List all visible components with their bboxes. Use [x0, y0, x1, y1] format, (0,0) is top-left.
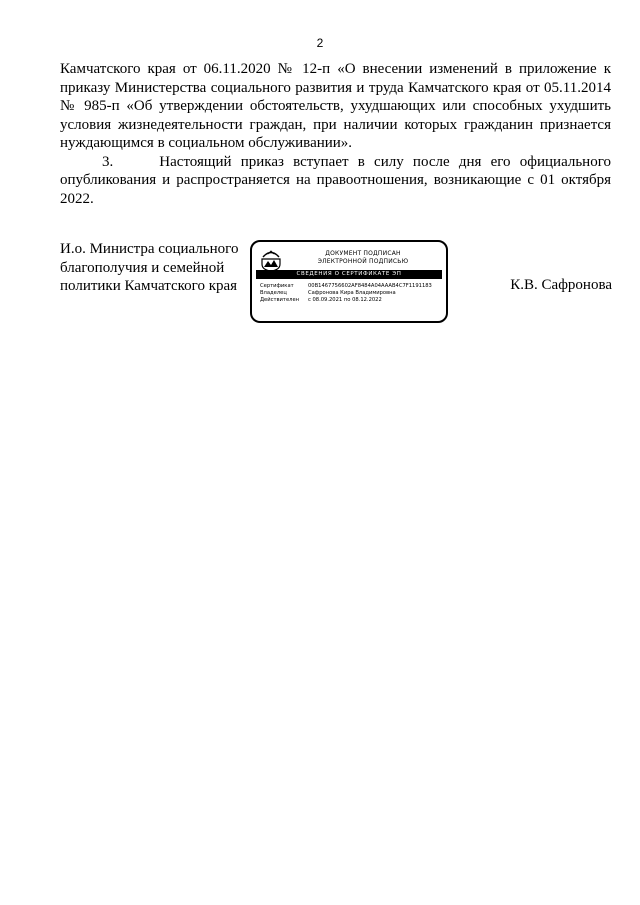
- paragraph-3: 3. Настоящий приказ вступает в силу после дня его официального опубликования и распространяется на правоотношения, возникающие с 01 октября 2022.: [60, 153, 611, 207]
- signature-block: [60, 240, 612, 330]
- stamp-label: Сертификат: [260, 283, 294, 289]
- stamp-row-validity: [260, 297, 440, 304]
- stamp-value: 00B1467756602AF8484A04AAAB4C7F1191183: [308, 283, 432, 289]
- document-body: [60, 60, 611, 208]
- stamp-row-owner: [260, 290, 440, 297]
- stamp-label: Действителен: [260, 297, 300, 303]
- signatory-title-line: благополучия и семейной: [60, 259, 225, 276]
- signatory-title: [60, 240, 250, 296]
- page-number: 2: [316, 36, 324, 50]
- stamp-row-certificate: [260, 283, 440, 290]
- stamp-heading-line: ДОКУМЕНТ ПОДПИСАН: [325, 250, 401, 257]
- paragraph-continuation: Камчатского края от 06.11.2020 № 12-п «О внесении изменений в приложение к приказу Министерства социального развития и труда Камчатского края от 05.11.2014 № 985-п «Об утверждении обстоятельств, ухудшающих или способных ухудшить условия жизнедеятельности граждан, при наличии которых гражданин признается нуждающимся в социальном обслуживании».: [60, 61, 611, 151]
- signatory-title-line: И.о. Министра социального: [60, 241, 239, 257]
- coat-of-arms-icon: [260, 248, 282, 272]
- stamp-label: Владелец: [260, 290, 287, 296]
- stamp-heading-line: ЭЛЕКТРОННОЙ ПОДПИСЬЮ: [317, 257, 409, 265]
- signatory-title-line: политики Камчатского края: [60, 278, 238, 294]
- stamp-certificate-details: [260, 283, 440, 304]
- stamp-value: с 08.09.2021 по 08.12.2022: [308, 297, 382, 303]
- electronic-signature-stamp: [250, 240, 448, 323]
- stamp-certificate-band: СВЕДЕНИЯ О СЕРТИФИКАТЕ ЭП: [256, 270, 442, 279]
- stamp-value: Сафронова Кира Владимировна: [308, 290, 396, 296]
- stamp-heading: [286, 250, 440, 265]
- signatory-name: К.В. Сафронова: [510, 277, 612, 293]
